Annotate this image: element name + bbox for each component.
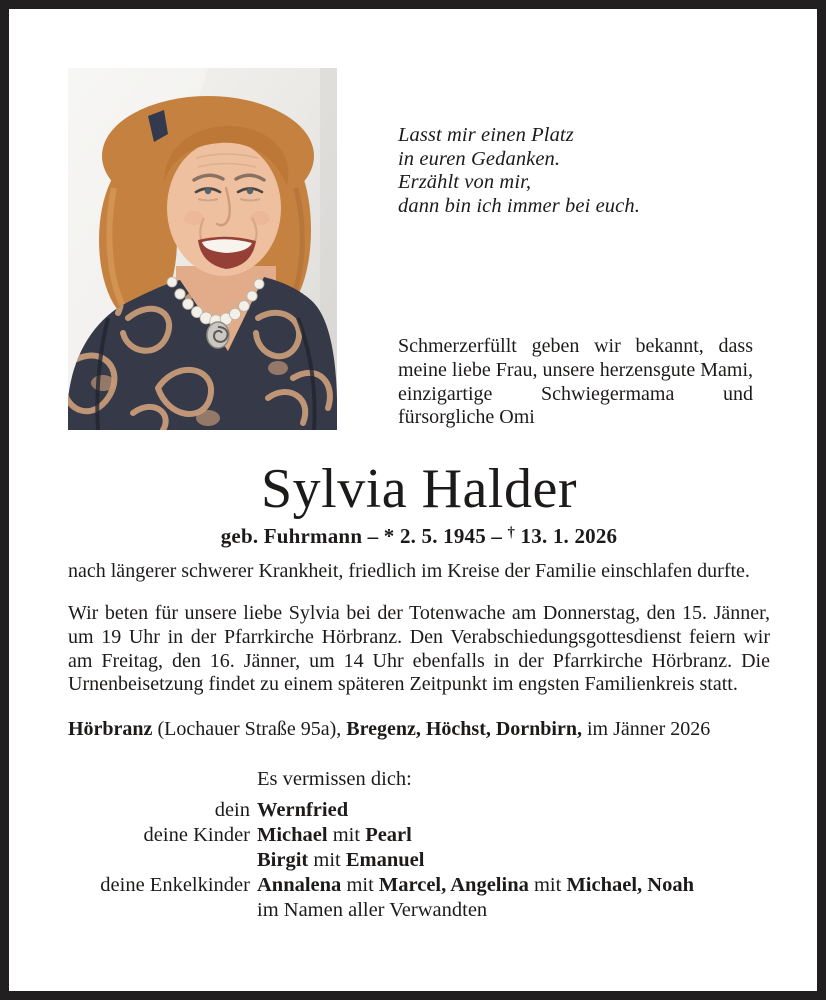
mourner-names	[257, 873, 770, 898]
mourner-label: dein	[214, 798, 250, 821]
mourner-name: Wernfried	[257, 798, 349, 821]
mourner-row	[68, 798, 770, 823]
mourner-name: Annalena	[257, 873, 342, 896]
dates-segment: 13. 1. 2026	[515, 523, 618, 548]
header-right-column	[398, 68, 753, 430]
mourner-label	[68, 898, 250, 923]
mourners-outro: im Namen aller Verwandten	[257, 898, 488, 921]
mourner-names	[257, 798, 770, 823]
portrait-photo	[68, 68, 337, 430]
deceased-name: Sylvia Halder	[261, 458, 577, 520]
quote-line: dann bin ich immer bei euch.	[398, 194, 640, 217]
portrait-illustration	[68, 68, 337, 430]
mourner-row	[68, 823, 770, 848]
dagger-symbol: †	[507, 524, 516, 541]
announcement-text: Schmerzerfüllt geben wir bekannt, dass meine liebe Frau, unsere herzensgute Mami, einzigartige Schwiegermama und fürsorgliche Omi	[398, 335, 753, 429]
mourner-name: Marcel, Angelina	[378, 873, 529, 896]
mourner-label: deine Kinder	[143, 823, 250, 846]
location-bold: Hörbranz	[68, 717, 153, 740]
mourner-name: Michael, Noah	[566, 873, 694, 896]
location-date-line	[68, 717, 770, 741]
mourner-names	[257, 848, 770, 873]
location-regular: im Jänner 2026	[581, 717, 711, 740]
mourner-name: Pearl	[365, 823, 412, 846]
mourners-intro: Es vermissen dich:	[257, 767, 412, 790]
mourners-section	[68, 767, 770, 923]
mourner-names	[257, 823, 770, 848]
dates-segment: geb. Fuhrmann – * 2. 5. 1945 –	[220, 523, 508, 548]
quote-line: in euren Gedanken.	[398, 147, 561, 170]
quote-line: Erzählt von mir,	[398, 171, 532, 193]
header-section	[68, 68, 770, 430]
mourner-row	[68, 848, 770, 873]
location-regular: (Lochauer Straße 95a),	[152, 717, 347, 740]
location-bold: Bregenz, Höchst, Dornbirn,	[346, 717, 582, 740]
mourner-connector: mit	[528, 873, 567, 896]
mourner-label: deine Enkelkinder	[100, 873, 250, 896]
mourner-row	[68, 873, 770, 898]
mourner-connector: mit	[308, 848, 346, 871]
mourner-name: Emanuel	[345, 848, 425, 871]
mourner-connector: mit	[327, 823, 366, 846]
mourners-intro-row	[68, 767, 770, 792]
service-details-paragraph: Wir beten für unsere liebe Sylvia bei der Totenwache am Donnerstag, den 15. Jänner, um 19 Uhr in der Pfarrkirche Hörbranz. Den Verabschiedungsgottesdienst feiern wir am Freitag, den 16. Jänner, um 14 Uhr ebenfalls in der Pfarrkirche Hörbranz. Die Urnenbeisetzung findet zu einem späteren Zeitpunkt im engsten Familienkreis statt.	[68, 602, 770, 696]
mourner-connector: mit	[341, 873, 379, 896]
mourner-label	[68, 767, 250, 792]
death-circumstances-paragraph: nach längerer schwerer Krankheit, friedlich im Kreise der Familie einschlafen durfte.	[68, 559, 750, 582]
mourners-outro-row	[68, 898, 770, 923]
mourner-label	[68, 848, 250, 873]
birth-death-line	[68, 524, 770, 549]
mourner-name: Birgit	[257, 848, 309, 871]
memorial-quote	[398, 124, 753, 218]
mourner-name: Michael	[257, 823, 328, 846]
quote-line: Lasst mir einen Platz	[398, 124, 574, 146]
